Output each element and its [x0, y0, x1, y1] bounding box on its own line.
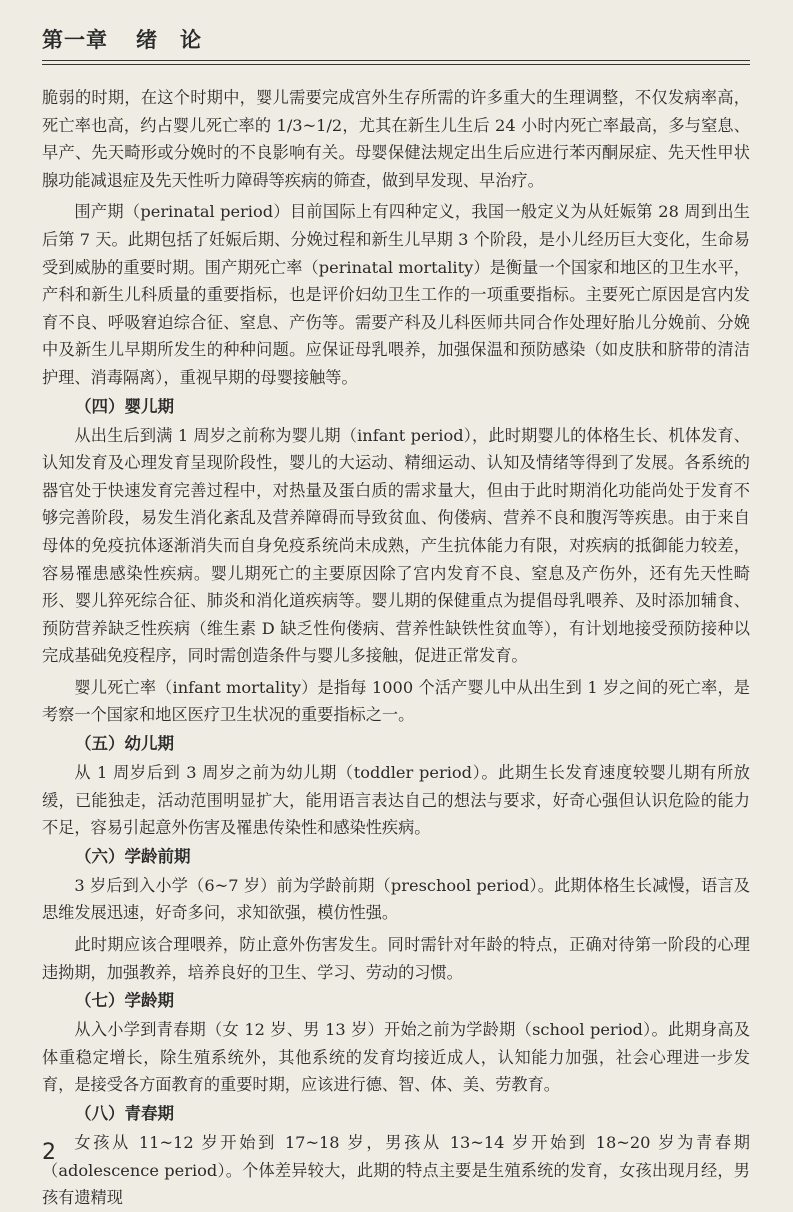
paragraph: 围产期（perinatal period）目前国际上有四种定义，我国一般定义为从妊娠第 28 周到出生后第 7 天。此期包括了妊娠后期、分娩过程和新生儿早期 3 个阶段，是小儿经历巨大变化，生命易受到威胁的重要时期。围产期死亡率（perinatal mortality）是衡量一个国家和地区的卫生水平，产科和新生儿科质量的重要指标，也是评价妇幼卫生工作的一项重要指标。主要死亡原因是宫内发育不良、呼吸窘迫综合征、窒息、产伤等。需要产科及儿科医师共同合作处理好胎儿分娩前、分娩中及新生儿早期所发生的种种问题。应保证母乳喂养，加强保温和预防感染（如皮肤和脐带的清洁护理、消毒隔离），重视早期的母婴接触等。 [42, 202, 750, 387]
section-heading-infant: （四）婴儿期 [75, 396, 174, 416]
paragraph: 脆弱的时期，在这个时期中，婴儿需要完成宫外生存所需的许多重大的生理调整，不仅发病率高，死亡率也高，约占婴儿死亡率的 1/3~1/2，尤其在新生儿生后 24 小时内死亡率最高，多与窒息、早产、先天畸形或分娩时的不良影响有关。母婴保健法规定出生后应进行苯丙酮尿症、先天性甲状腺功能减退症及先天性听力障碍等疾病的筛查，做到早发现、早治疗。 [42, 88, 750, 190]
section-heading-adolescence: （八）青春期 [75, 1104, 174, 1123]
page-number: 2 [42, 1140, 56, 1165]
paragraph: 婴儿死亡率（infant mortality）是指每 1000 个活产婴儿中从出生到 1 岁之间的死亡率，是考察一个国家和地区医疗卫生状况的重要指标之一。 [42, 677, 750, 725]
paragraph: 此时期应该合理喂养，防止意外伤害发生。同时需针对年龄的特点，正确对待第一阶段的心理违拗期，加强教养，培养良好的卫生、学习、劳动的习惯。 [42, 935, 750, 982]
paragraph: 从出生后到满 1 周岁之前称为婴儿期（infant period），此时期婴儿的体格生长、机体发育、认知发育及心理发育呈现阶段性，婴儿的大运动、精细运动、认知及情绪等得到了发展。各系统的器官处于快速发育完善过程中，对热量及蛋白质的需求量大，但由于此时期消化功能尚处于发育不够完善阶段，易发生消化紊乱及营养障碍而导致贫血、佝偻病、营养不良和腹泻等疾患。由于来自母体的免疫抗体逐渐消失而自身免疫系统尚未成熟，产生抗体能力有限，对疾病的抵御能力较差，容易罹患感染性疾病。婴儿期死亡的主要原因除了宫内发育不良、窒息及产伤外，还有先天性畸形、婴儿猝死综合征、肺炎和消化道疾病等。婴儿期的保健重点为提倡母乳喂养、及时添加辅食、预防营养缺乏性疾病（维生素 D 缺乏性佝偻病、营养性缺铁性贫血等），有计划地接受预防接种以完成基础免疫程序，同时需创造条件与婴儿多接触，促进正常发育。 [42, 425, 750, 666]
paragraph: 从 1 周岁后到 3 周岁之前为幼儿期（toddler period）。此期生长发育速度较婴儿期有所放缓，已能独走，活动范围明显扩大，能用语言表达自己的想法与要求，好奇心强但认识危险的能力不足，容易引起意外伤害及罹患传染性和感染性疾病。 [42, 763, 750, 838]
section-heading-school-age: （七）学龄期 [75, 991, 174, 1011]
section-heading-toddler: （五）幼儿期 [75, 734, 174, 754]
chapter-heading [42, 24, 202, 54]
paragraph: 3 岁后到入小学（6~7 岁）前为学龄前期（preschool period）。此期体格生长减慢，语言及思维发展迅速，好奇多问，求知欲强，模仿性强。 [42, 875, 750, 923]
section-heading-preschool: （六）学龄前期 [75, 846, 191, 866]
chapter-number: 第一章 [42, 28, 108, 52]
paragraph: 从入小学到青春期（女 12 岁、男 13 岁）开始之前为学龄期（school period）。此期身高及体重稳定增长，除生殖系统外，其他系统的发育均接近成人，认知能力加强，社会心理进一步发育，是接受各方面教育的重要时期，应该进行德、智、体、美、劳教育。 [42, 1020, 750, 1095]
paragraph: 女孩从 11~12 岁开始到 17~18 岁，男孩从 13~14 岁开始到 18~20 岁为青春期（adolescence period）。个体差异较大，此期的特点主要是生殖系统的发育，女孩出现月经，男孩有遗精现 [42, 1133, 750, 1208]
chapter-title: 绪 论 [136, 28, 202, 52]
header-rule-thin [42, 64, 750, 65]
page-body [42, 84, 750, 1212]
running-header [0, 0, 793, 66]
header-rule [42, 60, 750, 61]
